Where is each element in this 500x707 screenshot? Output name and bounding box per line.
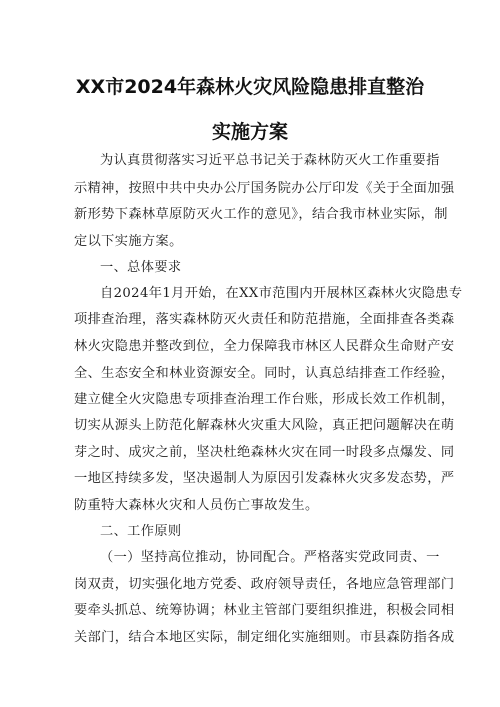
- document-title-line-1: XX市2024年森林火灾风险隐患排直整治: [75, 76, 425, 98]
- section1-line: 自2024年1月开始，在XX市范围内开展林区森林火灾隐患专: [100, 286, 463, 301]
- section1-line: 全、生态安全和林业资源安全。同时，认真总结排查工作经验，: [74, 366, 455, 381]
- intro-line: 新形势下森林草原防灭火工作的意见》，结合我市林业实际，制: [74, 207, 448, 222]
- intro-line: 示精神，按照中共中央办公厅国务院办公厅印发《关于全面加强: [74, 181, 455, 196]
- section2-line: 关部门，结合本地区实际，制定细化实施细则。市县森防指各成: [74, 630, 455, 645]
- document-title-line-2: 实施方案: [211, 121, 288, 143]
- section1-line: 芽之时、成灾之前，坚决杜绝森林火灾在同一时段多点爆发、同: [74, 445, 455, 460]
- section2-line: 要牵头抓总、统筹协调；林业主管部门要组织推进，积极会同相: [74, 603, 455, 618]
- section1-line: 项排查治理，落实森林防灭火责任和防范措施，全面排查各类森: [74, 312, 455, 327]
- section1-line: 防重特大森林火灾和人员伤亡事故发生。: [74, 498, 319, 513]
- section1-line: 林火灾隐患并整改到位，全力保障我市林区人民群众生命财产安: [74, 339, 455, 354]
- section1-line: 一地区持续多发，坚决遏制人为原因引发森林火灾多发态势，严: [74, 471, 455, 486]
- section2-line: 岗双责，切实强化地方党委、政府领导责任，各地应急管理部门: [74, 577, 455, 592]
- section2-line: （一）坚持高位推动，协同配合。严格落实党政同责、一: [100, 550, 440, 565]
- section1-line: 切实从源头上防范化解森林火灾重大风险，真正把问题解决在萌: [74, 418, 455, 433]
- intro-line: 定以下实施方案。: [74, 234, 183, 249]
- section-heading-2: 二、工作原则: [100, 524, 182, 539]
- section-heading-1: 一、总体要求: [100, 260, 182, 275]
- section1-line: 建立健全火灾隐患专项排查治理工作台账，形成长效工作机制，: [74, 392, 455, 407]
- intro-line: 为认真贯彻落实习近平总书记关于森林防灭火工作重要指: [100, 153, 440, 168]
